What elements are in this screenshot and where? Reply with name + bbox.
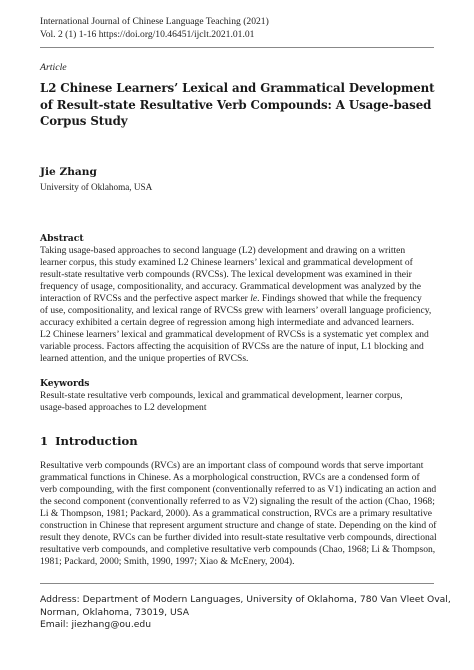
title-line: Corpus Study <box>40 114 128 129</box>
introduction-line: verb compounding, with the first component (conventionally referred to as V1) indicating an action and <box>40 484 437 495</box>
article-title <box>40 80 440 130</box>
introduction-line: grammatical functions in Chinese. As a morphological construction, RVCs are a condensed form of <box>40 472 420 483</box>
abstract-heading: Abstract <box>40 233 84 244</box>
volume-doi-line[interactable]: Vol. 2 (1) 1-16 https://doi.org/10.46451/ijclt.2021.01.01 <box>40 29 255 40</box>
author-affiliation: University of Oklahoma, USA <box>40 182 153 192</box>
email-line[interactable]: Email: jiezhang@ou.edu <box>40 619 152 630</box>
abstract-line: learned attention, and the unique properties of RVCSs. <box>40 353 249 364</box>
journal-header <box>40 15 440 41</box>
abstract-line: frequency of usage, compositionality, and accuracy. Grammatical development was analyzed by the <box>40 281 422 292</box>
keywords-line: Result-state resultative verb compounds, lexical and grammatical development, learner corpus, <box>40 390 403 401</box>
abstract-line: of use, compositionality, and lexical range of RVCSs grew with learners’ overall language proficiency, <box>40 305 432 316</box>
article-type-label: Article <box>40 62 67 73</box>
abstract-line: learner corpus, this study examined L2 Chinese learners’ lexical and grammatical development of <box>40 257 413 268</box>
introduction-line: resultative verb compounds, and completive resultative verb compounds (Chao, 1968; Li & Thompson, <box>40 544 436 555</box>
header-divider <box>40 47 434 48</box>
title-line: of Result-state Resultative Verb Compounds: A Usage-based <box>40 97 432 112</box>
introduction-line: 1981; Packard, 2000; Smith, 1990, 1997; Xiao & McEnery, 2004). <box>40 556 295 567</box>
keywords-heading: Keywords <box>40 378 90 389</box>
abstract-body <box>40 245 436 365</box>
introduction-line: result they denote, RVCs can be further divided into result-state resultative verb compounds, directional <box>40 532 437 543</box>
title-line: L2 Chinese Learners’ Lexical and Grammatical Development <box>40 81 435 95</box>
introduction-line: Resultative verb compounds (RVCs) are an important class of compound words that serve important <box>40 460 424 471</box>
introduction-body <box>40 460 436 568</box>
introduction-line: construction in Chinese that represent argument structure and change of state. Depending on the kind of <box>40 520 437 531</box>
aspect-marker-term: le <box>250 293 258 304</box>
keywords-body <box>40 390 436 414</box>
abstract-line: L2 Chinese learners’ lexical and grammatical development of RVCSs is a systematic yet complex and <box>40 329 429 340</box>
abstract-line: accuracy exhibited a certain degree of regression among high intermediate and advanced learners. <box>40 317 415 328</box>
abstract-line: variable process. Factors affecting the acquisition of RVCSs are the nature of input, L1 blocking and <box>40 341 424 352</box>
abstract-line: result-state resultative verb compounds (RVCSs). The lexical development was examined in their <box>40 269 412 280</box>
address-line: Norman, Oklahoma, 73019, USA <box>40 606 190 618</box>
author-name: Jie Zhang <box>40 166 97 178</box>
abstract-line <box>40 293 436 305</box>
abstract-line-text: interaction of RVCSs and the perfective aspect marker <box>40 293 251 304</box>
keywords-line: usage-based approaches to L2 development <box>40 402 207 413</box>
section-title: Introduction <box>55 434 138 448</box>
footer-divider <box>40 583 434 584</box>
introduction-heading <box>40 434 138 448</box>
abstract-line-text: . Findings showed that while the frequency <box>257 293 422 304</box>
correspondence-footer <box>40 594 451 632</box>
address-line: Address: Department of Modern Languages, University of Oklahoma, 780 Van Vleet Oval, <box>40 594 451 605</box>
introduction-line: the second component (conventionally referred to as V2) signaling the result of the action (Chao, 1968; <box>40 496 435 507</box>
abstract-line: Taking usage-based approaches to second language (L2) development and drawing on a written <box>40 245 406 256</box>
journal-name: International Journal of Chinese Language Teaching (2021) <box>40 16 269 27</box>
section-number: 1 <box>40 434 49 448</box>
introduction-line: Li & Thompson, 1981; Packard, 2000). As a grammatical construction, RVCs are a primary resultative <box>40 508 432 519</box>
